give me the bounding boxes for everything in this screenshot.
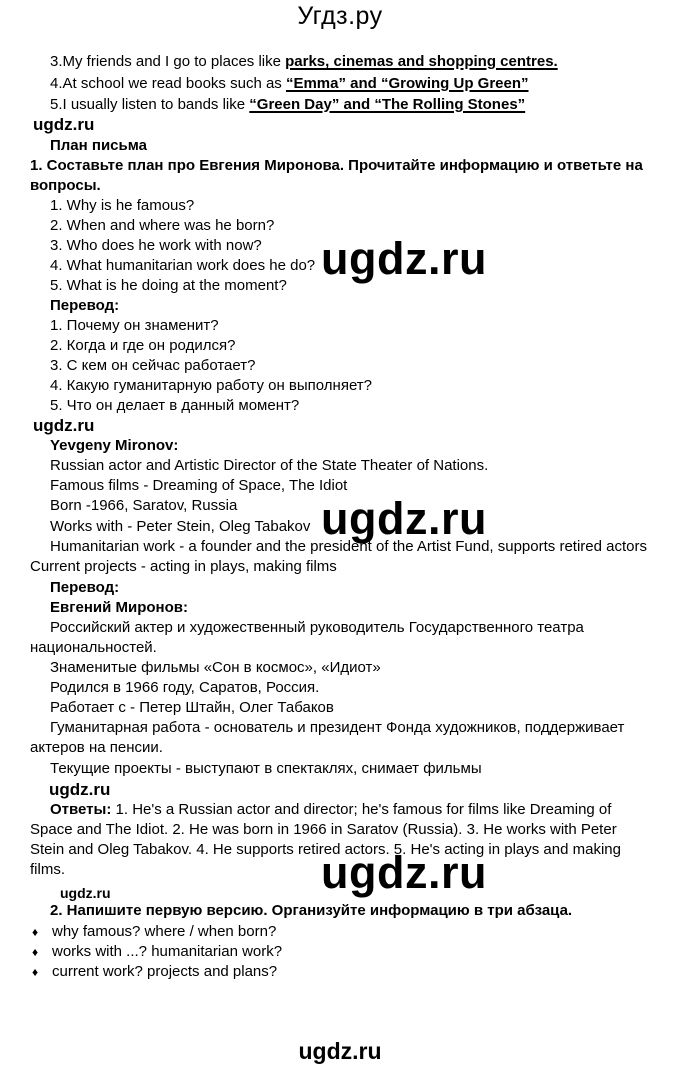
- profile-en-line4: Works with - Peter Stein, Oleg Tabakov: [50, 518, 311, 535]
- watermark-big-2: ugdz.ru: [321, 493, 487, 544]
- answers-text: 1. He's a Russian actor and director; he's famous for films like Dreaming of Space and The Idiot. 2. He was born in 1966 in Saratov (Russia). 3. He works with Peter Stein and Oleg Tabakov. 4. He supports retired actors. 5. He's acting in plays and making films.: [30, 801, 621, 878]
- profile-en-line5: Humanitarian work - a founder and the president of the Artist Fund, supports retired actors Current projects - acting in plays, making films: [30, 538, 647, 575]
- question-ru-3: 3. С кем он сейчас работает?: [50, 357, 256, 374]
- intro-answer-5-highlight: “Green Day” and “The Rolling Stones”: [249, 96, 526, 113]
- question-ru-1: 1. Почему он знаменит?: [50, 317, 219, 334]
- intro-answer-4-highlight: “Emma” and “Growing Up Green”: [285, 75, 529, 92]
- task2-heading: 2. Напишите первую версию. Организуйте информацию в три абзаца.: [50, 902, 573, 919]
- translation-label-1: Перевод:: [50, 297, 120, 314]
- profile-en-line1: Russian actor and Artistic Director of the State Theater of Nations.: [50, 457, 489, 474]
- watermark-big-1: ugdz.ru: [321, 233, 487, 284]
- question-ru-5: 5. Что он делает в данный момент?: [50, 397, 300, 414]
- diamond-bullet-icon: ♦: [32, 945, 39, 959]
- intro-answer-5: [50, 95, 525, 115]
- intro-answer-4: [50, 74, 529, 94]
- watermark-big-3: ugdz.ru: [321, 847, 487, 898]
- question-3: 3. Who does he work with now?: [50, 237, 262, 254]
- question-ru-2: 2. Когда и где он родился?: [50, 337, 236, 354]
- task2-bullet-3-text: current work? projects and plans?: [52, 963, 278, 980]
- intro-answer-3: [50, 52, 558, 72]
- answers-label: Ответы:: [50, 801, 112, 818]
- question-1: 1. Why is he famous?: [50, 197, 195, 214]
- profile-ru-line4: Работает с - Петер Штайн, Олег Табаков: [50, 699, 334, 716]
- profile-ru-line1: Российский актер и художественный руководитель Государственного театра национальностей.: [30, 619, 584, 656]
- task2-bullet-2: [32, 942, 282, 962]
- profile-ru-line6: Текущие проекты - выступают в спектаклях, снимает фильмы: [50, 760, 482, 777]
- task1-heading: 1. Составьте план про Евгения Миронова. Прочитайте информацию и ответьте на вопросы.: [30, 157, 643, 194]
- profile-ru-line2: Знаменитые фильмы «Сон в космос», «Идиот»: [50, 659, 381, 676]
- intro-answer-3-prefix: 3.My friends and I go to places like: [50, 53, 286, 70]
- profile-ru-line3: Родился в 1966 году, Саратов, Россия.: [50, 679, 320, 696]
- watermark-small: ugdz.ru: [49, 780, 111, 799]
- watermark-small: ugdz.ru: [33, 115, 95, 134]
- profile-name-ru: Евгений Миронов:: [50, 599, 188, 616]
- intro-answer-4-prefix: 4.At school we read books such as: [50, 75, 286, 92]
- profile-name-en: Yevgeny Mironov:: [50, 437, 179, 454]
- intro-answer-3-highlight: parks, cinemas and shopping centres.: [285, 53, 558, 70]
- watermark-small: ugdz.ru: [33, 416, 95, 435]
- task2-bullet-3: [32, 962, 277, 982]
- watermark-small: ugdz.ru: [60, 885, 111, 901]
- page-header-title: Угдз.ру: [297, 2, 383, 30]
- question-ru-4: 4. Какую гуманитарную работу он выполняет?: [50, 377, 373, 394]
- profile-en-line2: Famous films - Dreaming of Space, The Idiot: [50, 477, 348, 494]
- intro-answer-5-prefix: 5.I usually listen to bands like: [50, 96, 250, 113]
- translation-label-2: Перевод:: [50, 579, 120, 596]
- diamond-bullet-icon: ♦: [32, 965, 39, 979]
- task2-bullet-1-text: why famous? where / when born?: [52, 923, 277, 940]
- footer-watermark: ugdz.ru: [298, 1038, 382, 1064]
- plan-heading: План письма: [50, 137, 147, 154]
- question-4: 4. What humanitarian work does he do?: [50, 257, 316, 274]
- profile-ru-line5: Гуманитарная работа - основатель и президент Фонда художников, поддерживает актеров на пенсии.: [30, 719, 625, 756]
- task2-bullet-1: [32, 922, 276, 942]
- profile-en-line3: Born -1966, Saratov, Russia: [50, 497, 238, 514]
- question-2: 2. When and where was he born?: [50, 217, 275, 234]
- task2-bullet-2-text: works with ...? humanitarian work?: [52, 943, 283, 960]
- diamond-bullet-icon: ♦: [32, 925, 39, 939]
- question-5: 5. What is he doing at the moment?: [50, 277, 287, 294]
